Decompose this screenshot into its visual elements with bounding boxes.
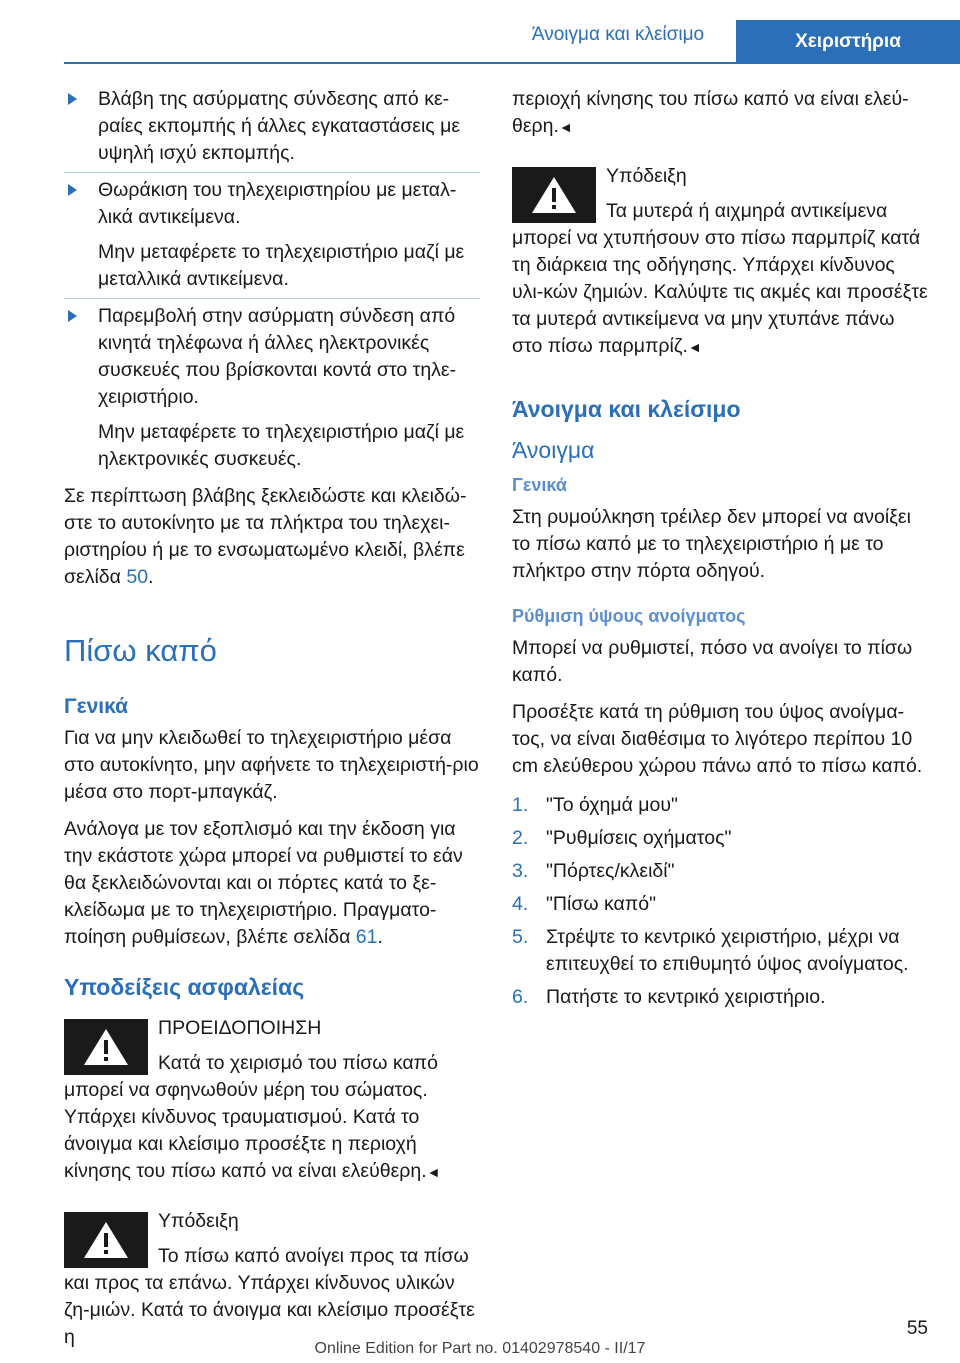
fault-paragraph: Σε περίπτωση βλάβης ξεκλειδώστε και κλειδώ-στε το αυτοκίνητο με τα πλήκτρα του τηλεχει-ριστηρίου ή με το ενσωματωμένο κλειδί, βλέπε σελίδα 50. xyxy=(64,485,467,588)
step-item: 1. "Το όχημά μου" xyxy=(512,794,678,816)
height-paragraph-1: Μπορεί να ρυθμιστεί, πόσο να ανοίγει το πίσω καπό. xyxy=(512,637,913,686)
warning-block xyxy=(64,1015,480,1186)
page-header xyxy=(0,0,960,64)
triangle-bullet-icon xyxy=(68,93,77,105)
bullet-extra: Μην μεταφέρετε το τηλεχειριστήριο μαζί με μεταλλικά αντικείμενα. xyxy=(98,241,465,290)
note-label: Υπόδειξη xyxy=(158,1210,239,1232)
note-block xyxy=(512,163,928,361)
left-column xyxy=(64,86,480,1363)
step-item: 6. Πατήστε το κεντρικό χειριστήριο. xyxy=(512,986,826,1008)
subsection-title-general: Γενικά xyxy=(512,475,567,495)
general-paragraph-1: Για να μην κλειδωθεί το τηλεχειριστήριο μέσα στο αυτοκίνητο, μην αφήνετε το τηλεχειριστή-ριο μέσα στο πορτ-μπαγκάζ. xyxy=(64,727,479,803)
height-paragraph-2: Προσέξτε κατά τη ρύθμιση του ύψος ανοίγμα-τος, να είναι διαθέσιμα το λιγότερο περίπου 10 cm ελεύθερου χώρου πάνω από το πίσω καπό. xyxy=(512,701,923,777)
bullet-item xyxy=(64,303,480,473)
subsection-title-safety: Υποδείξεις ασφαλείας xyxy=(64,974,305,1000)
note-continuation: περιοχή κίνησης του πίσω καπό να είναι ελεύ-θερη.◄ xyxy=(512,88,909,137)
step-item: 4. "Πίσω καπό" xyxy=(512,893,657,915)
bullet-item xyxy=(64,177,480,293)
note-block xyxy=(64,1208,480,1351)
step-item: 2. "Ρυθμίσεις οχήματος" xyxy=(512,827,732,849)
subsection-title-general: Γενικά xyxy=(64,695,129,718)
step-item: 3. "Πόρτες/κλειδί" xyxy=(512,860,675,882)
warning-text: Κατά το χειρισμό του πίσω καπό μπορεί να σφηνωθούν μέρη του σώματος. Υπάρχει κίνδυνος τραυματισμού. Κατά το άνοιγμα και κλείσιμο προσέξτε η περιοχή κίνησης του πίσω καπό να είναι ελεύθερη.◄ xyxy=(64,1052,441,1182)
header-rule xyxy=(64,62,960,64)
subsection-title-opening: Άνοιγμα xyxy=(512,437,595,463)
warning-label: ΠΡΟΕΙΔΟΠΟΙΗΣΗ xyxy=(158,1017,322,1039)
page-link-50[interactable]: 50 xyxy=(126,566,149,588)
bullet-extra: Μην μεταφέρετε το τηλεχειριστήριο μαζί με ηλεκτρονικές συσκευές. xyxy=(98,421,465,470)
note-text: Τα μυτερά ή αιχμηρά αντικείμενα μπορεί να χτυπήσουν στο πίσω παρμπρίζ κατά τη διάρκεια της οδήγησης. Υπάρχει κίνδυνος υλι-κών ζημιών. Καλύψτε τις ακμές και προσέξτε τα μυτερά αντικείμενα να μην χτυπάνε πάνω στο πίσω παρμπρίζ.◄ xyxy=(512,200,928,357)
subsection-title-open-close: Άνοιγμα και κλείσιμο xyxy=(512,396,741,422)
subsection-title-opening-height: Ρύθμιση ύψους ανοίγματος xyxy=(512,606,746,626)
triangle-bullet-icon xyxy=(68,184,77,196)
warning-triangle-icon xyxy=(64,1019,148,1075)
general-text: Στη ρυμούλκηση τρέιλερ δεν μπορεί να ανοίξει το πίσω καπό με το τηλεχειριστήριο ή με το πλήκτρο στην πόρτα οδηγού. xyxy=(512,506,911,582)
general-paragraph-2: Ανάλογα με τον εξοπλισμό και την έκδοση για την εκάστοτε χώρα μπορεί να ρυθμιστεί το εάν θα ξεκλειδώνονται και οι πόρτες κατά το ξε-κλείδωμα με το τηλεχειριστήριο. Πραγματο-ποίηση ρυθμίσεων, βλέπε σελίδα 61. xyxy=(64,818,463,948)
header-chapter-tab: Χειριστήρια xyxy=(736,20,960,64)
bullet-text: Βλάβη της ασύρματης σύνδεσης από κε-ραίες εκπομπής ή άλλες εγκαταστάσεις με υψηλή ισχύ εκπομπής. xyxy=(98,88,461,164)
steps-list xyxy=(512,792,928,1011)
note-label: Υπόδειξη xyxy=(606,165,687,187)
note-text: Το πίσω καπό ανοίγει προς τα πίσω και προς τα επάνω. Υπάρχει κίνδυνος υλικών ζη-μιών. Κατά το άνοιγμα και κλείσιμο προσέξτε η xyxy=(64,1245,475,1348)
step-item: 5. Στρέψτε το κεντρικό χειριστήριο, μέχρι να επιτευχθεί το επιθυμητό ύψος ανοίγματος. xyxy=(512,926,909,975)
bullet-text: Θωράκιση του τηλεχειριστηρίου με μεταλ-λικά αντικείμενα. xyxy=(98,179,457,228)
note-triangle-icon xyxy=(512,167,596,223)
section-title-tailgate: Πίσω καπό xyxy=(64,633,217,668)
end-mark-icon: ◄ xyxy=(426,1164,441,1180)
right-column xyxy=(512,86,928,1017)
page-link-61[interactable]: 61 xyxy=(355,926,378,948)
end-mark-icon: ◄ xyxy=(687,339,702,355)
footer-edition: Online Edition for Part no. 01402978540 - II/17 xyxy=(314,1340,646,1357)
bullet-item xyxy=(64,86,480,167)
triangle-bullet-icon xyxy=(68,310,77,322)
page-number: 55 xyxy=(906,1318,928,1339)
end-mark-icon: ◄ xyxy=(558,119,573,135)
note-triangle-icon xyxy=(64,1212,148,1268)
bullet-text: Παρεμβολή στην ασύρματη σύνδεση από κινητά τηλέφωνα ή άλλες ηλεκτρονικές συσκευές που βρίσκονται κοντά στο τηλε-χειριστήριο. xyxy=(98,305,457,408)
header-section-title: Άνοιγμα και κλείσιμο xyxy=(531,24,705,45)
